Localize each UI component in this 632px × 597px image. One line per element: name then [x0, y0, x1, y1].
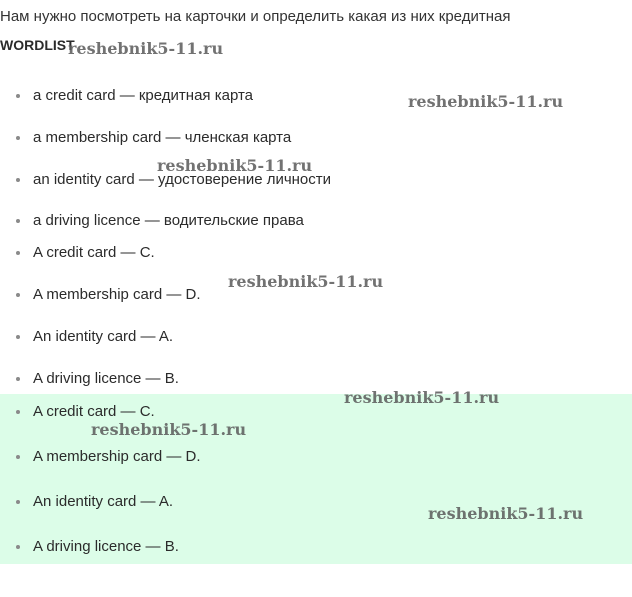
watermark: reshebnik5-11.ru: [408, 92, 564, 111]
bullet-icon: [16, 178, 20, 182]
bullet-icon: [16, 219, 20, 223]
bullet-icon: [16, 293, 20, 297]
bullet-icon: [16, 94, 20, 98]
intro-text: Нам нужно посмотреть на карточки и определить какая из них кредитная: [0, 8, 511, 25]
bullet-icon: [16, 545, 20, 549]
wordlist-heading: WORDLIST: [0, 37, 75, 53]
watermark: reshebnik5-11.ru: [428, 504, 584, 523]
watermark: reshebnik5-11.ru: [68, 39, 224, 58]
bullet-icon: [16, 377, 20, 381]
bullet-icon: [16, 335, 20, 339]
watermark: reshebnik5-11.ru: [91, 420, 247, 439]
bullet-icon: [16, 455, 20, 459]
watermark: reshebnik5-11.ru: [228, 272, 384, 291]
bullet-icon: [16, 136, 20, 140]
bullet-icon: [16, 251, 20, 255]
bullet-icon: [16, 410, 20, 414]
watermark: reshebnik5-11.ru: [157, 156, 313, 175]
bullet-icon: [16, 500, 20, 504]
watermark: reshebnik5-11.ru: [344, 388, 500, 407]
